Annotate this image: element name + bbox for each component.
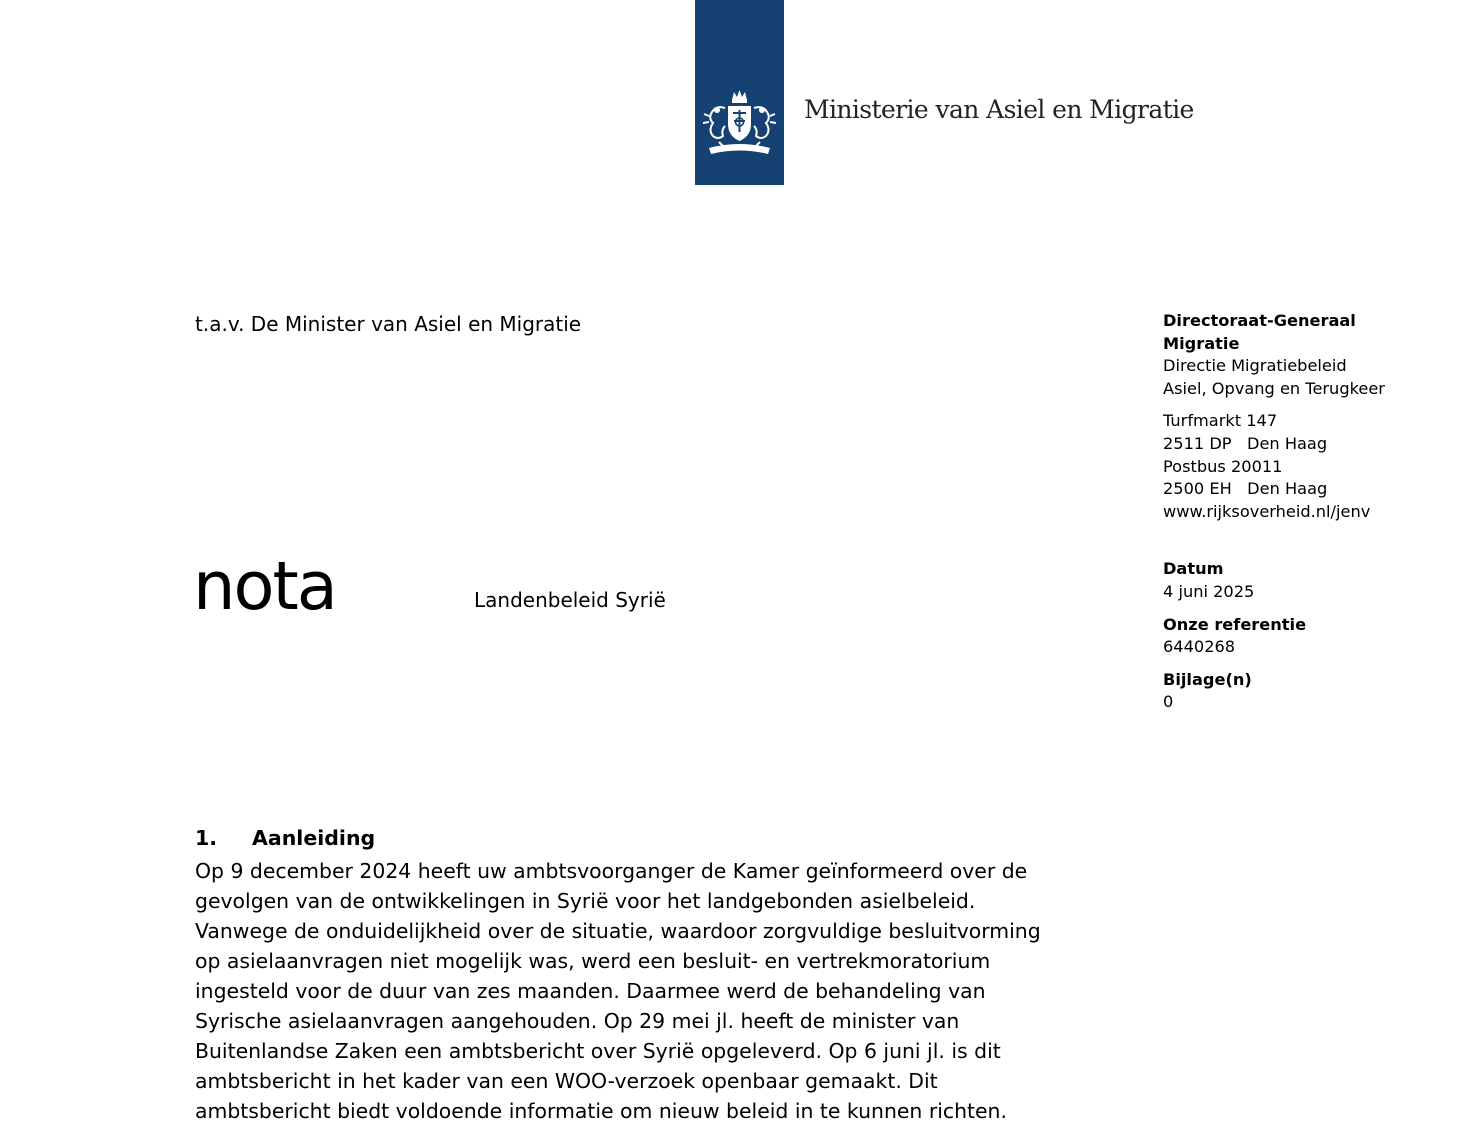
- address-postbus-postcode: 2500 EH Den Haag: [1163, 479, 1328, 499]
- org-name-line1: Directoraat-Generaal: [1163, 311, 1356, 330]
- subject: Landenbeleid Syrië: [474, 588, 666, 612]
- sidebar-metadata: [1163, 310, 1463, 714]
- body-line: ambtsbericht biedt voldoende informatie om nieuw beleid in te kunnen richten.: [195, 1099, 1007, 1123]
- dept-line1: Directie Migratiebeleid: [1163, 356, 1347, 376]
- body-line: ambtsbericht in het kader van een WOO-verzoek openbaar gemaakt. Dit: [195, 1069, 938, 1093]
- addressee: t.a.v. De Minister van Asiel en Migratie: [195, 312, 582, 336]
- body-line: gevolgen van de ontwikkelingen in Syrië voor het landgebonden asielbeleid.: [195, 889, 976, 913]
- body-line: Buitenlandse Zaken een ambtsbericht over Syrië opgeleverd. Op 6 juni jl. is dit: [195, 1039, 1001, 1063]
- date-label: Datum: [1163, 559, 1224, 579]
- section-number: 1.: [195, 826, 218, 850]
- dept-line2: Asiel, Opvang en Terugkeer: [1163, 378, 1385, 398]
- website-link[interactable]: www.rijksoverheid.nl/jenv: [1163, 501, 1371, 521]
- body-line: Syrische asielaanvragen aangehouden. Op 29 mei jl. heeft de minister van: [195, 1009, 960, 1033]
- ministry-name: Ministerie van Asiel en Migratie: [804, 95, 1194, 124]
- attachments-label: Bijlage(n): [1163, 669, 1252, 689]
- section-body: [195, 856, 1155, 1126]
- org-name-line2: Migratie: [1163, 333, 1240, 353]
- address-street: Turfmarkt 147: [1163, 411, 1278, 431]
- address-postcode: 2511 DP Den Haag: [1163, 433, 1328, 453]
- date-value: 4 juni 2025: [1163, 581, 1255, 601]
- reference-value: 6440268: [1163, 637, 1236, 657]
- section-heading: [195, 826, 375, 850]
- address-postbus: Postbus 20011: [1163, 456, 1283, 476]
- document-type: nota: [193, 547, 336, 625]
- section-title: Aanleiding: [252, 826, 376, 850]
- attachments-value: 0: [1163, 692, 1174, 712]
- body-line: op asielaanvragen niet mogelijk was, werd een besluit- en vertrekmoratorium: [195, 949, 991, 973]
- reference-label: Onze referentie: [1163, 614, 1307, 634]
- body-line: ingesteld voor de duur van zes maanden. Daarmee werd de behandeling van: [195, 979, 986, 1003]
- rijksoverheid-logo: [695, 0, 784, 185]
- coat-of-arms-icon: [699, 88, 780, 163]
- body-line: Vanwege de onduidelijkheid over de situatie, waardoor zorgvuldige besluitvorming: [195, 919, 1041, 943]
- body-line: Op 9 december 2024 heeft uw ambtsvoorganger de Kamer geïnformeerd over de: [195, 859, 1028, 883]
